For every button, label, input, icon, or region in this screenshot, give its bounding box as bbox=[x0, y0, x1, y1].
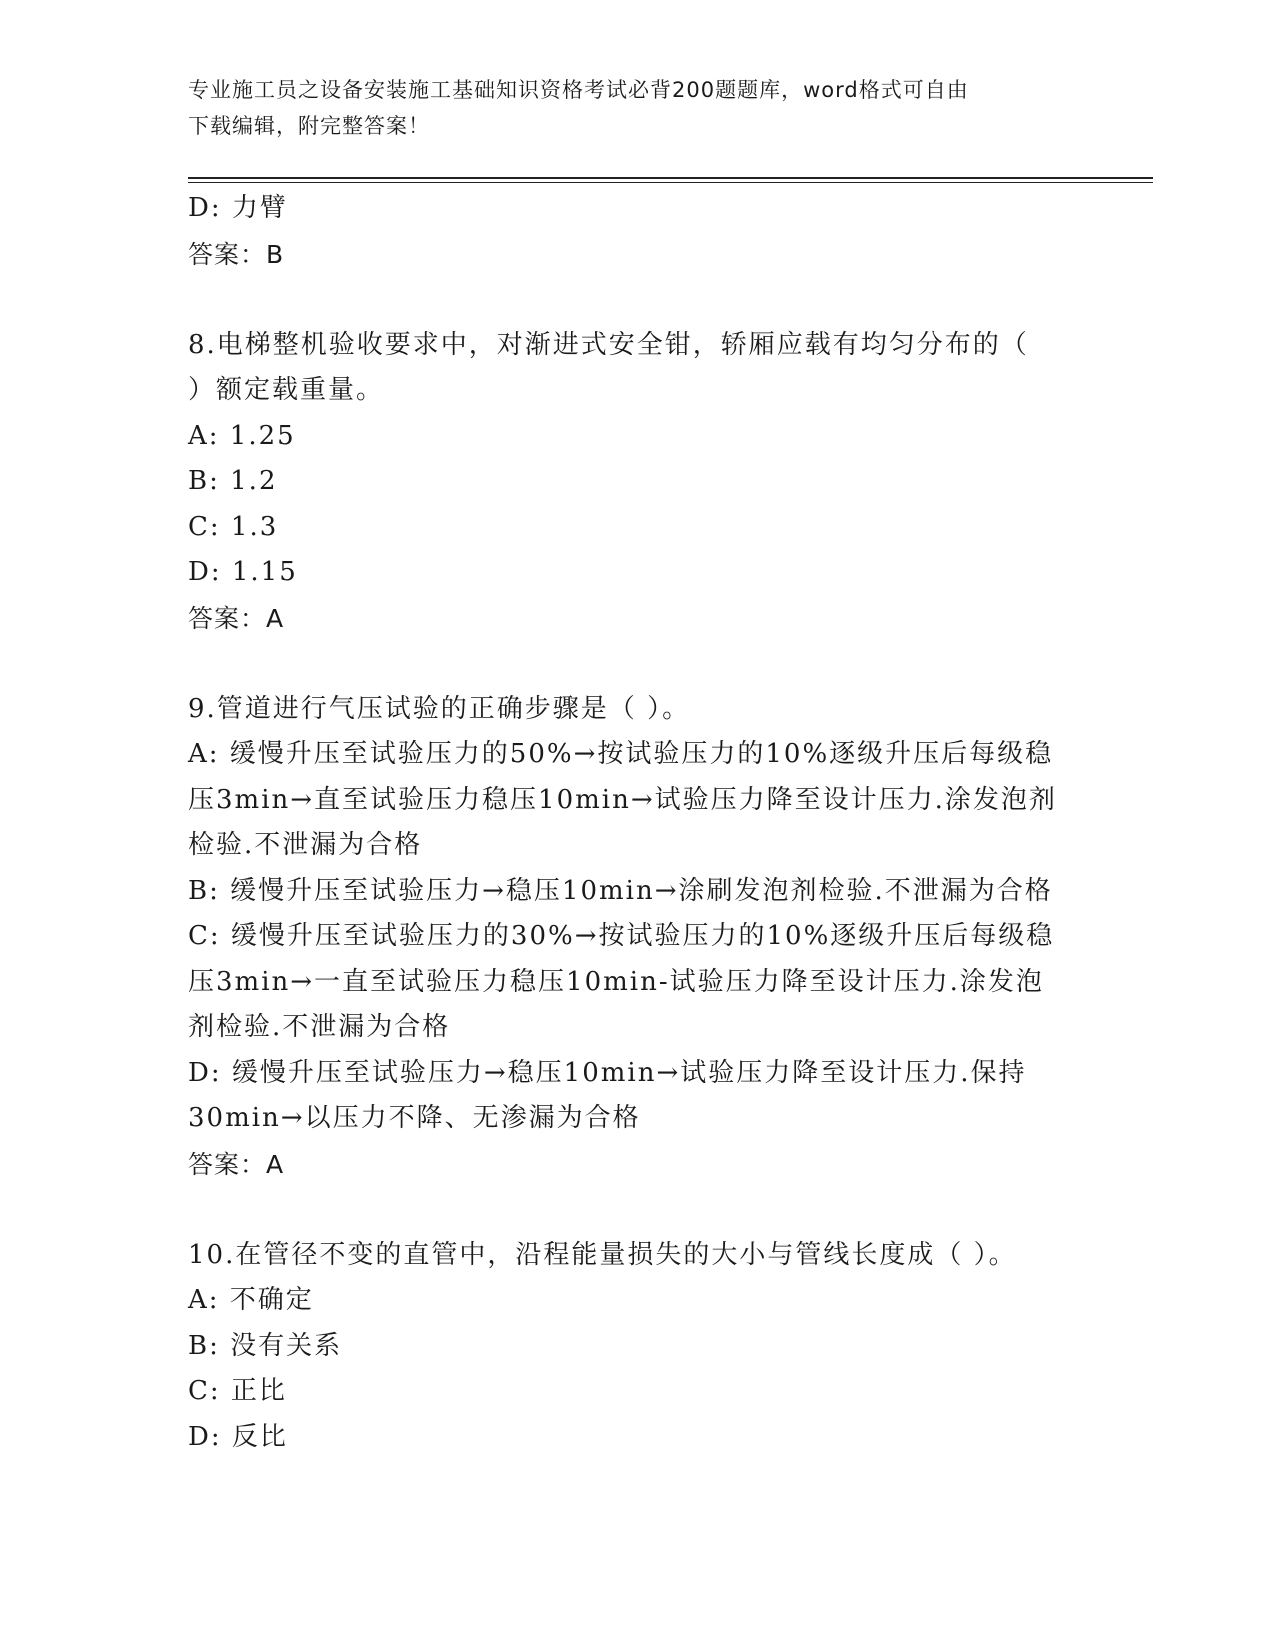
header-divider-thin bbox=[188, 182, 1153, 183]
prev-answer: 答案：B bbox=[188, 239, 285, 269]
option-d: D: 反比 bbox=[188, 1421, 288, 1452]
option-b: B: 缓慢升压至试验压力→稳压10min→涂刷发泡剂检验.不泄漏为合格 bbox=[188, 875, 1053, 906]
spacer bbox=[188, 641, 1088, 687]
question-9 bbox=[188, 687, 1088, 1188]
spacer bbox=[188, 277, 1088, 323]
option-a: A: 不确定 bbox=[188, 1285, 314, 1315]
question-stem-line: 9.管道进行气压试验的正确步骤是（ ）。 bbox=[188, 693, 691, 724]
question-stem-line: 10.在管径不变的直管中，沿程能量损失的大小与管线长度成（ ）。 bbox=[188, 1239, 1017, 1270]
question-8 bbox=[188, 323, 1088, 642]
question-stem-line: ）额定载重量。 bbox=[188, 375, 385, 405]
question-10 bbox=[188, 1233, 1088, 1461]
option-c-line: 剂检验.不泄漏为合格 bbox=[188, 1012, 451, 1042]
option-d-line: D: 缓慢升压至试验压力→稳压10min→试验压力降至设计压力.保持 bbox=[188, 1057, 1027, 1088]
option-a: A: 1.25 bbox=[188, 420, 296, 451]
page-header bbox=[188, 72, 1068, 144]
answer: 答案：A bbox=[188, 1149, 285, 1179]
option-d: D: 1.15 bbox=[188, 557, 298, 587]
document-body bbox=[188, 186, 1088, 1460]
prev-option-d: D: 力臂 bbox=[188, 193, 288, 223]
option-b: B: 1.2 bbox=[188, 466, 278, 496]
option-b: B: 没有关系 bbox=[188, 1330, 343, 1361]
option-d-line: 30min→以压力不降、无渗漏为合格 bbox=[188, 1103, 641, 1133]
header-line-2: 下载编辑，附完整答案！ bbox=[188, 114, 430, 138]
answer: 答案：A bbox=[188, 603, 285, 633]
option-c: C: 正比 bbox=[188, 1376, 287, 1406]
spacer bbox=[188, 1187, 1088, 1233]
option-c-line: C: 缓慢升压至试验压力的30%→按试验压力的10%逐级升压后每级稳 bbox=[188, 921, 1055, 951]
option-a-line: 检验.不泄漏为合格 bbox=[188, 830, 423, 860]
option-a-line: A: 缓慢升压至试验压力的50%→按试验压力的10%逐级升压后每级稳 bbox=[188, 739, 1054, 769]
header-line-1: 专业施工员之设备安装施工基础知识资格考试必背200题题库，word格式可自由 bbox=[188, 78, 969, 102]
question-stem-line: 8.电梯整机验收要求中，对渐进式安全钳，轿厢应载有均匀分布的（ bbox=[188, 329, 1029, 360]
option-a-line: 压3min→直至试验压力稳压10min→试验压力降至设计压力.涂发泡剂 bbox=[188, 784, 1057, 815]
option-c: C: 1.3 bbox=[188, 511, 279, 542]
header-divider-thick bbox=[188, 177, 1153, 179]
option-c-line: 压3min→一直至试验压力稳压10min-试验压力降至设计压力.涂发泡 bbox=[188, 966, 1044, 997]
